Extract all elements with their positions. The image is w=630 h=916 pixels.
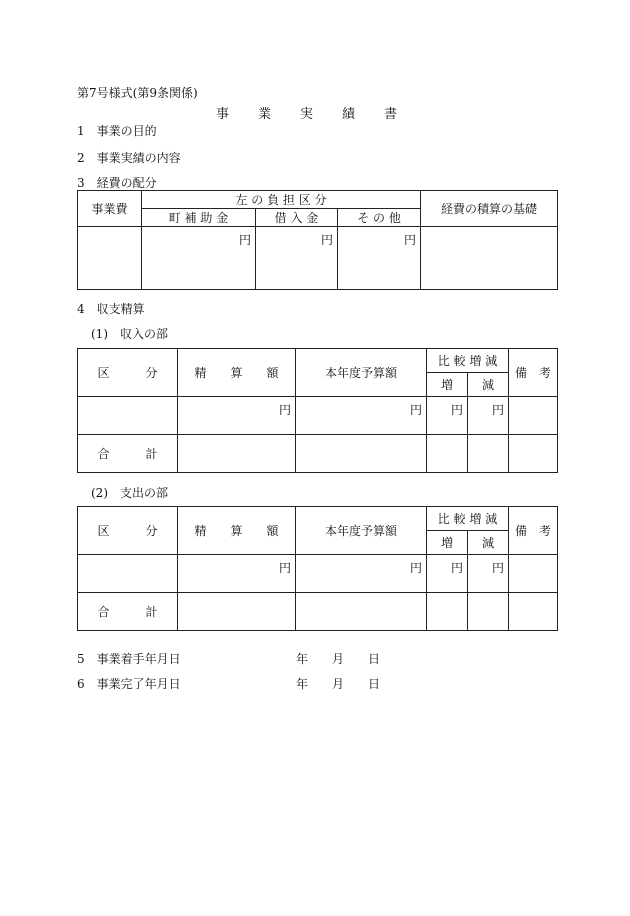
start-month-label: 月 [332, 652, 345, 666]
expense-total-budget[interactable] [296, 593, 427, 631]
completion-month-label: 月 [332, 677, 345, 691]
income-total-budget[interactable] [296, 435, 427, 473]
section-completion-date: 6 事業完了年月日 [77, 677, 181, 691]
section-content: 2 事業実績の内容 [77, 151, 181, 165]
section-purpose: 1 事業の目的 [77, 124, 157, 138]
income-total-decrease[interactable] [468, 435, 509, 473]
expense-category-header: 区 分 [78, 507, 178, 555]
expense-title: (2) 支出の部 [91, 486, 168, 500]
expense-remarks-cell[interactable] [509, 555, 558, 593]
expense-budget-cell[interactable]: 円 [296, 555, 427, 593]
income-increase-cell[interactable]: 円 [427, 397, 468, 435]
income-budget-header: 本年度予算額 [296, 349, 427, 397]
expense-total-increase[interactable] [427, 593, 468, 631]
income-settlement-header: 精 算 額 [178, 349, 296, 397]
expense-table [77, 506, 558, 631]
expense-total-label: 合 計 [78, 593, 178, 631]
completion-day-label: 日 [368, 677, 381, 691]
income-category-header: 区 分 [78, 349, 178, 397]
income-total-settlement[interactable] [178, 435, 296, 473]
start-day-label: 日 [368, 652, 381, 666]
expense-category-cell[interactable] [78, 555, 178, 593]
expense-total-remarks[interactable] [509, 593, 558, 631]
income-decrease-header: 減 [468, 373, 509, 397]
town-subsidy-cell[interactable]: 円 [142, 227, 256, 290]
expense-budget-header: 本年度予算額 [296, 507, 427, 555]
expense-total-decrease[interactable] [468, 593, 509, 631]
expense-settlement-header: 精 算 額 [178, 507, 296, 555]
completion-year-label: 年 [296, 677, 309, 691]
document-title: 事 業 実 績 書 [216, 107, 406, 122]
form-number: 第7号様式(第9条関係) [77, 86, 198, 100]
section-cost-allocation: 3 経費の配分 [77, 176, 157, 190]
expense-remarks-header: 備 考 [509, 507, 558, 555]
expense-comparison-header: 比 較 増 減 [427, 507, 509, 531]
basis-header: 経費の積算の基礎 [421, 191, 558, 227]
burden-header: 左 の 負 担 区 分 [142, 191, 421, 209]
income-settlement-cell[interactable]: 円 [178, 397, 296, 435]
town-subsidy-header: 町 補 助 金 [142, 209, 256, 227]
expense-decrease-cell[interactable]: 円 [468, 555, 509, 593]
income-table [77, 348, 558, 473]
income-remarks-cell[interactable] [509, 397, 558, 435]
basis-cell[interactable] [421, 227, 558, 290]
income-budget-cell[interactable]: 円 [296, 397, 427, 435]
income-decrease-cell[interactable]: 円 [468, 397, 509, 435]
loan-cell[interactable]: 円 [256, 227, 338, 290]
expense-increase-header: 増 [427, 531, 468, 555]
section-settlement: 4 収支精算 [77, 302, 145, 316]
section-start-date: 5 事業着手年月日 [77, 652, 181, 666]
income-comparison-header: 比 較 増 減 [427, 349, 509, 373]
expense-decrease-header: 減 [468, 531, 509, 555]
income-total-increase[interactable] [427, 435, 468, 473]
income-total-remarks[interactable] [509, 435, 558, 473]
loan-header: 借 入 金 [256, 209, 338, 227]
income-remarks-header: 備 考 [509, 349, 558, 397]
expense-total-settlement[interactable] [178, 593, 296, 631]
other-header: そ の 他 [338, 209, 421, 227]
income-title: (1) 収入の部 [91, 327, 168, 341]
expense-increase-cell[interactable]: 円 [427, 555, 468, 593]
income-category-cell[interactable] [78, 397, 178, 435]
expense-settlement-cell[interactable]: 円 [178, 555, 296, 593]
project-cost-header: 事業費 [78, 191, 142, 227]
other-cell[interactable]: 円 [338, 227, 421, 290]
income-total-label: 合 計 [78, 435, 178, 473]
income-increase-header: 増 [427, 373, 468, 397]
cost-allocation-table [77, 190, 558, 290]
project-cost-cell[interactable] [78, 227, 142, 290]
start-year-label: 年 [296, 652, 309, 666]
